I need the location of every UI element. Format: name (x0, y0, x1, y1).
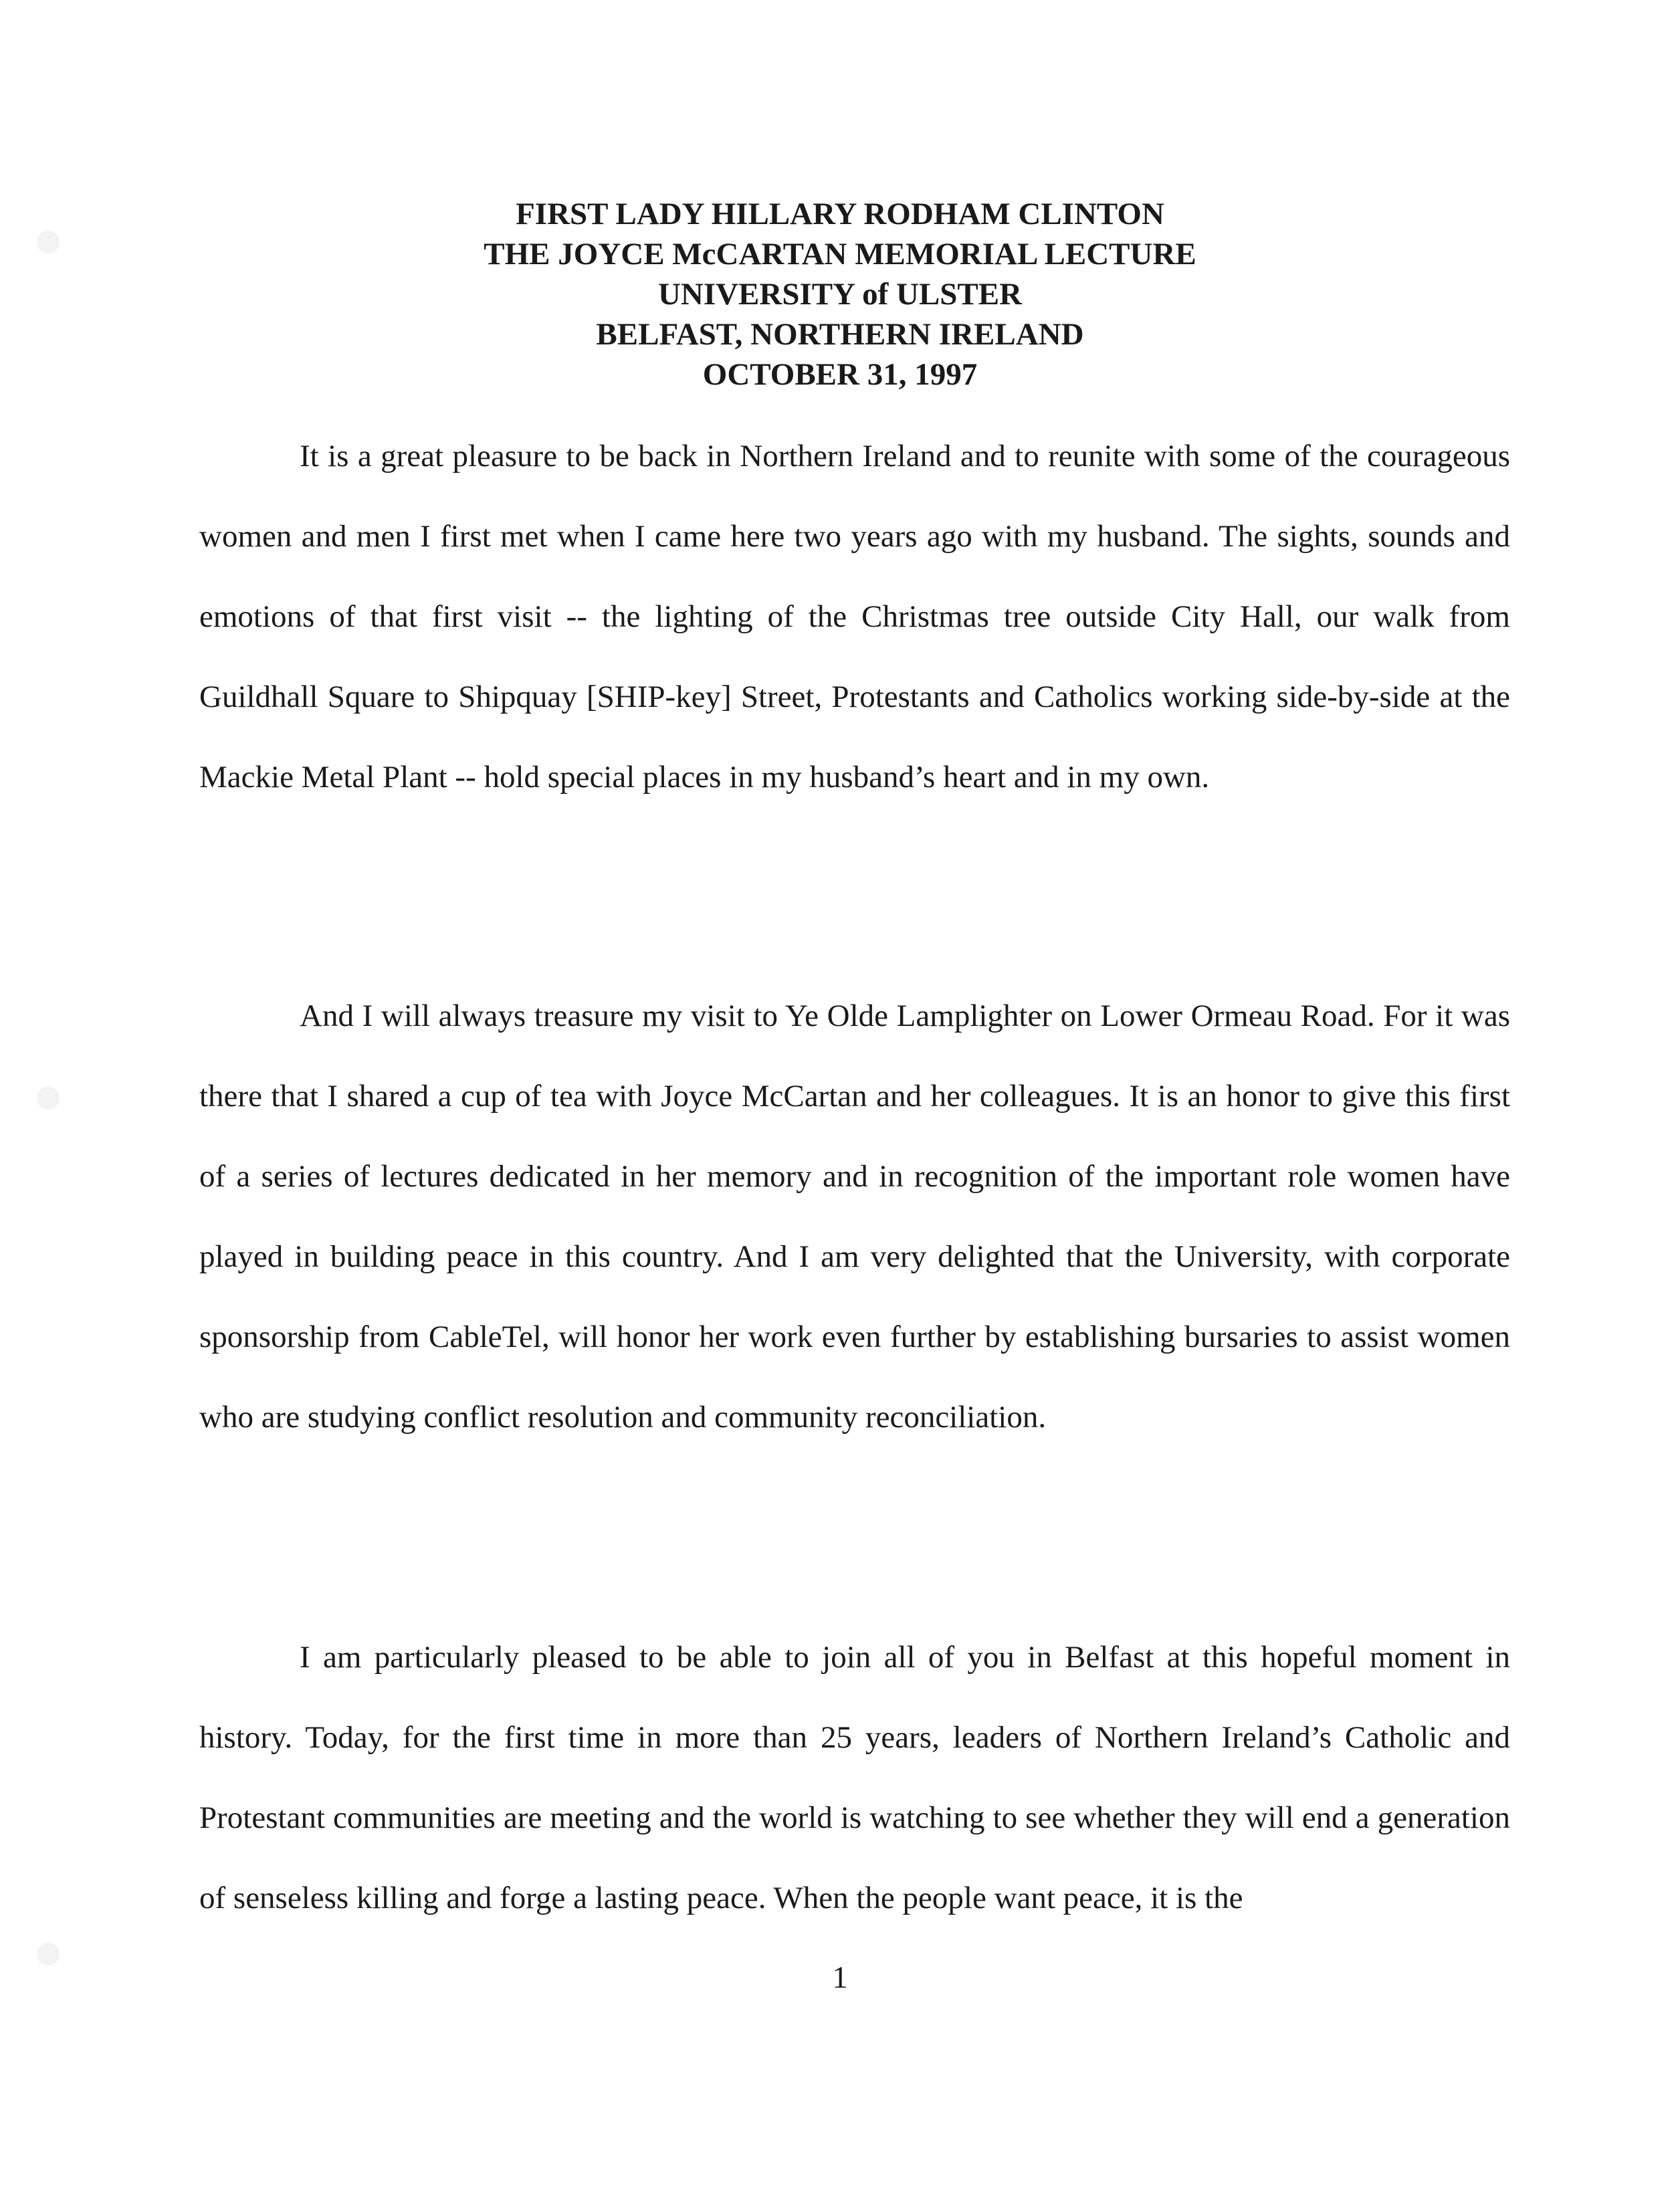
header-lecture-title: THE JOYCE McCARTAN MEMORIAL LECTURE (484, 237, 1196, 272)
paragraph-2-block (199, 976, 1510, 1457)
header-location: BELFAST, NORTHERN IRELAND (596, 317, 1084, 352)
paragraph-1-block (199, 416, 1510, 817)
paragraph-3-block (199, 1617, 1510, 1938)
document-header (0, 194, 1680, 395)
page-number: 1 (832, 1960, 848, 1995)
paragraph: It is a great pleasure to be back in Northern Ireland and to reunite with some of the courageous women and men I first met when I came here two years ago with my husband. The sights, sounds and emotions of that first visit -- the lighting of the Christmas tree outside City Hall, our walk from Guildhall Square to Shipquay [SHIP-key] Street, Protestants and Catholics working side-by-side at the Mackie Metal Plant -- hold special places in my husband’s heart and in my own. (199, 439, 1510, 795)
paragraph: And I will always treasure my visit to Ye Olde Lamplighter on Lower Ormeau Road. For it was there that I shared a cup of tea with Joyce McCartan and her colleagues. It is an honor to give this first of a series of lectures dedicated in her memory and in recognition of the important role women have played in building peace in this country. And I am very delighted that the University, with corporate sponsorship from CableTel, will honor her work even further by establishing bursaries to assist women who are studying conflict resolution and community reconciliation. (199, 999, 1510, 1435)
header-speaker: FIRST LADY HILLARY RODHAM CLINTON (516, 197, 1164, 231)
header-date: OCTOBER 31, 1997 (702, 357, 978, 392)
paragraph: I am particularly pleased to be able to join all of you in Belfast at this hopeful moment in history. Today, for the first time in more than 25 years, leaders of Northern Ireland’s Catholic and Protestant communities are meeting and the world is watching to see whether they will end a generation of senseless killing and forge a lasting peace. When the people want peace, it is the (199, 1640, 1510, 1915)
punch-hole-mark (37, 1087, 60, 1110)
header-institution: UNIVERSITY of ULSTER (657, 277, 1023, 312)
